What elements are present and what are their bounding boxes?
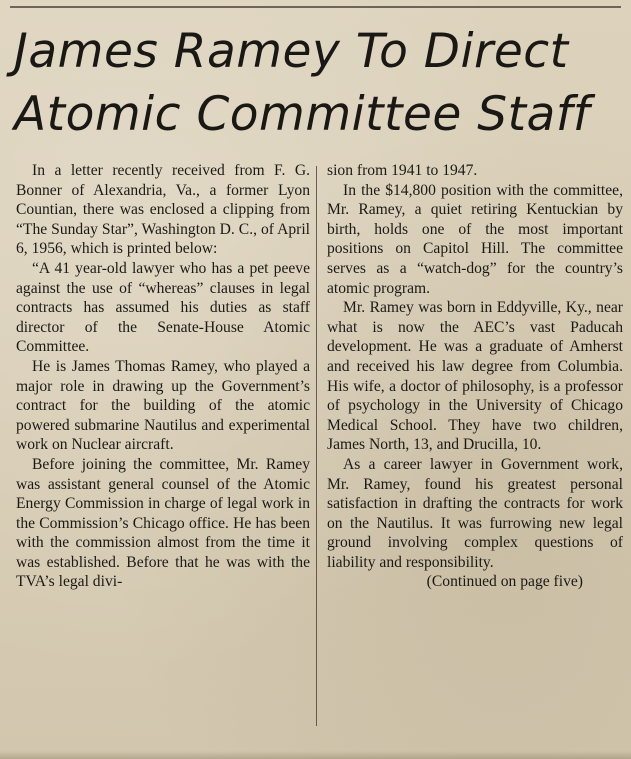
- headline-line-1: James Ramey To Direct: [14, 24, 569, 79]
- paragraph-biography: Mr. Ramey was born in Eddyville, Ky., near what is now the AEC’s vast Paducah development. He was a graduate of Amherst and received his law degree from Columbia. His wife, a doctor of philosophy, is a professor of psychology in the University of Chicago Medical School. They have two children, James North, 13, and Drucilla, 10.: [327, 299, 623, 454]
- paragraph-intro: In a letter recently received from F. G. Bonner of Alexandria, Va., a former Lyon Countian, there was enclosed a clipping from “The Sunday Star”, Washington D. C., of April 6, 1956, which is printed below:: [16, 162, 310, 258]
- headline-line-2: Atomic Committee Staff: [14, 87, 590, 142]
- paragraph-identity: He is James Thomas Ramey, who played a major role in drawing up the Government’s contract for the building of the atomic powered submarine Nautilus and experimental work on Nuclear aircraft.: [16, 357, 310, 454]
- article-column-left: [16, 161, 310, 592]
- paragraph-career: As a career lawyer in Government work, Mr. Ramey, found his greatest personal satisfaction in drafting the contracts for work on the Nautilus. It was furrowing new legal ground involving complex questions of liability and responsibility.: [327, 455, 623, 571]
- paragraph-background: Before joining the committee, Mr. Ramey was assistant general counsel of the Atomic Energy Commission in charge of legal work in the Commission’s Chicago office. He has been with the commission almost from the time it was established. Before that he was with the TVA’s legal divi-: [16, 455, 310, 591]
- paper-edge-shadow: [0, 751, 631, 759]
- top-rule: [10, 6, 621, 8]
- paragraph-position: In the $14,800 position with the committee, Mr. Ramey, a quiet retiring Kentuckian by birth, holds one of the most important positions on Capitol Hill. The committee serves as a “watch-dog” for the country’s atomic program.: [327, 181, 623, 297]
- headline: [14, 20, 624, 146]
- column-divider: [316, 166, 317, 726]
- continued-note: (Continued on page five): [426, 573, 583, 591]
- paragraph-continuation: sion from 1941 to 1947.: [327, 162, 478, 179]
- article-column-right: [327, 161, 623, 592]
- paragraph-quote-start: “A 41 year-old lawyer who has a pet peeve against the use of “whereas” clauses in legal contracts has assumed his duties as staff director of the Senate-House Atomic Committee.: [16, 259, 310, 356]
